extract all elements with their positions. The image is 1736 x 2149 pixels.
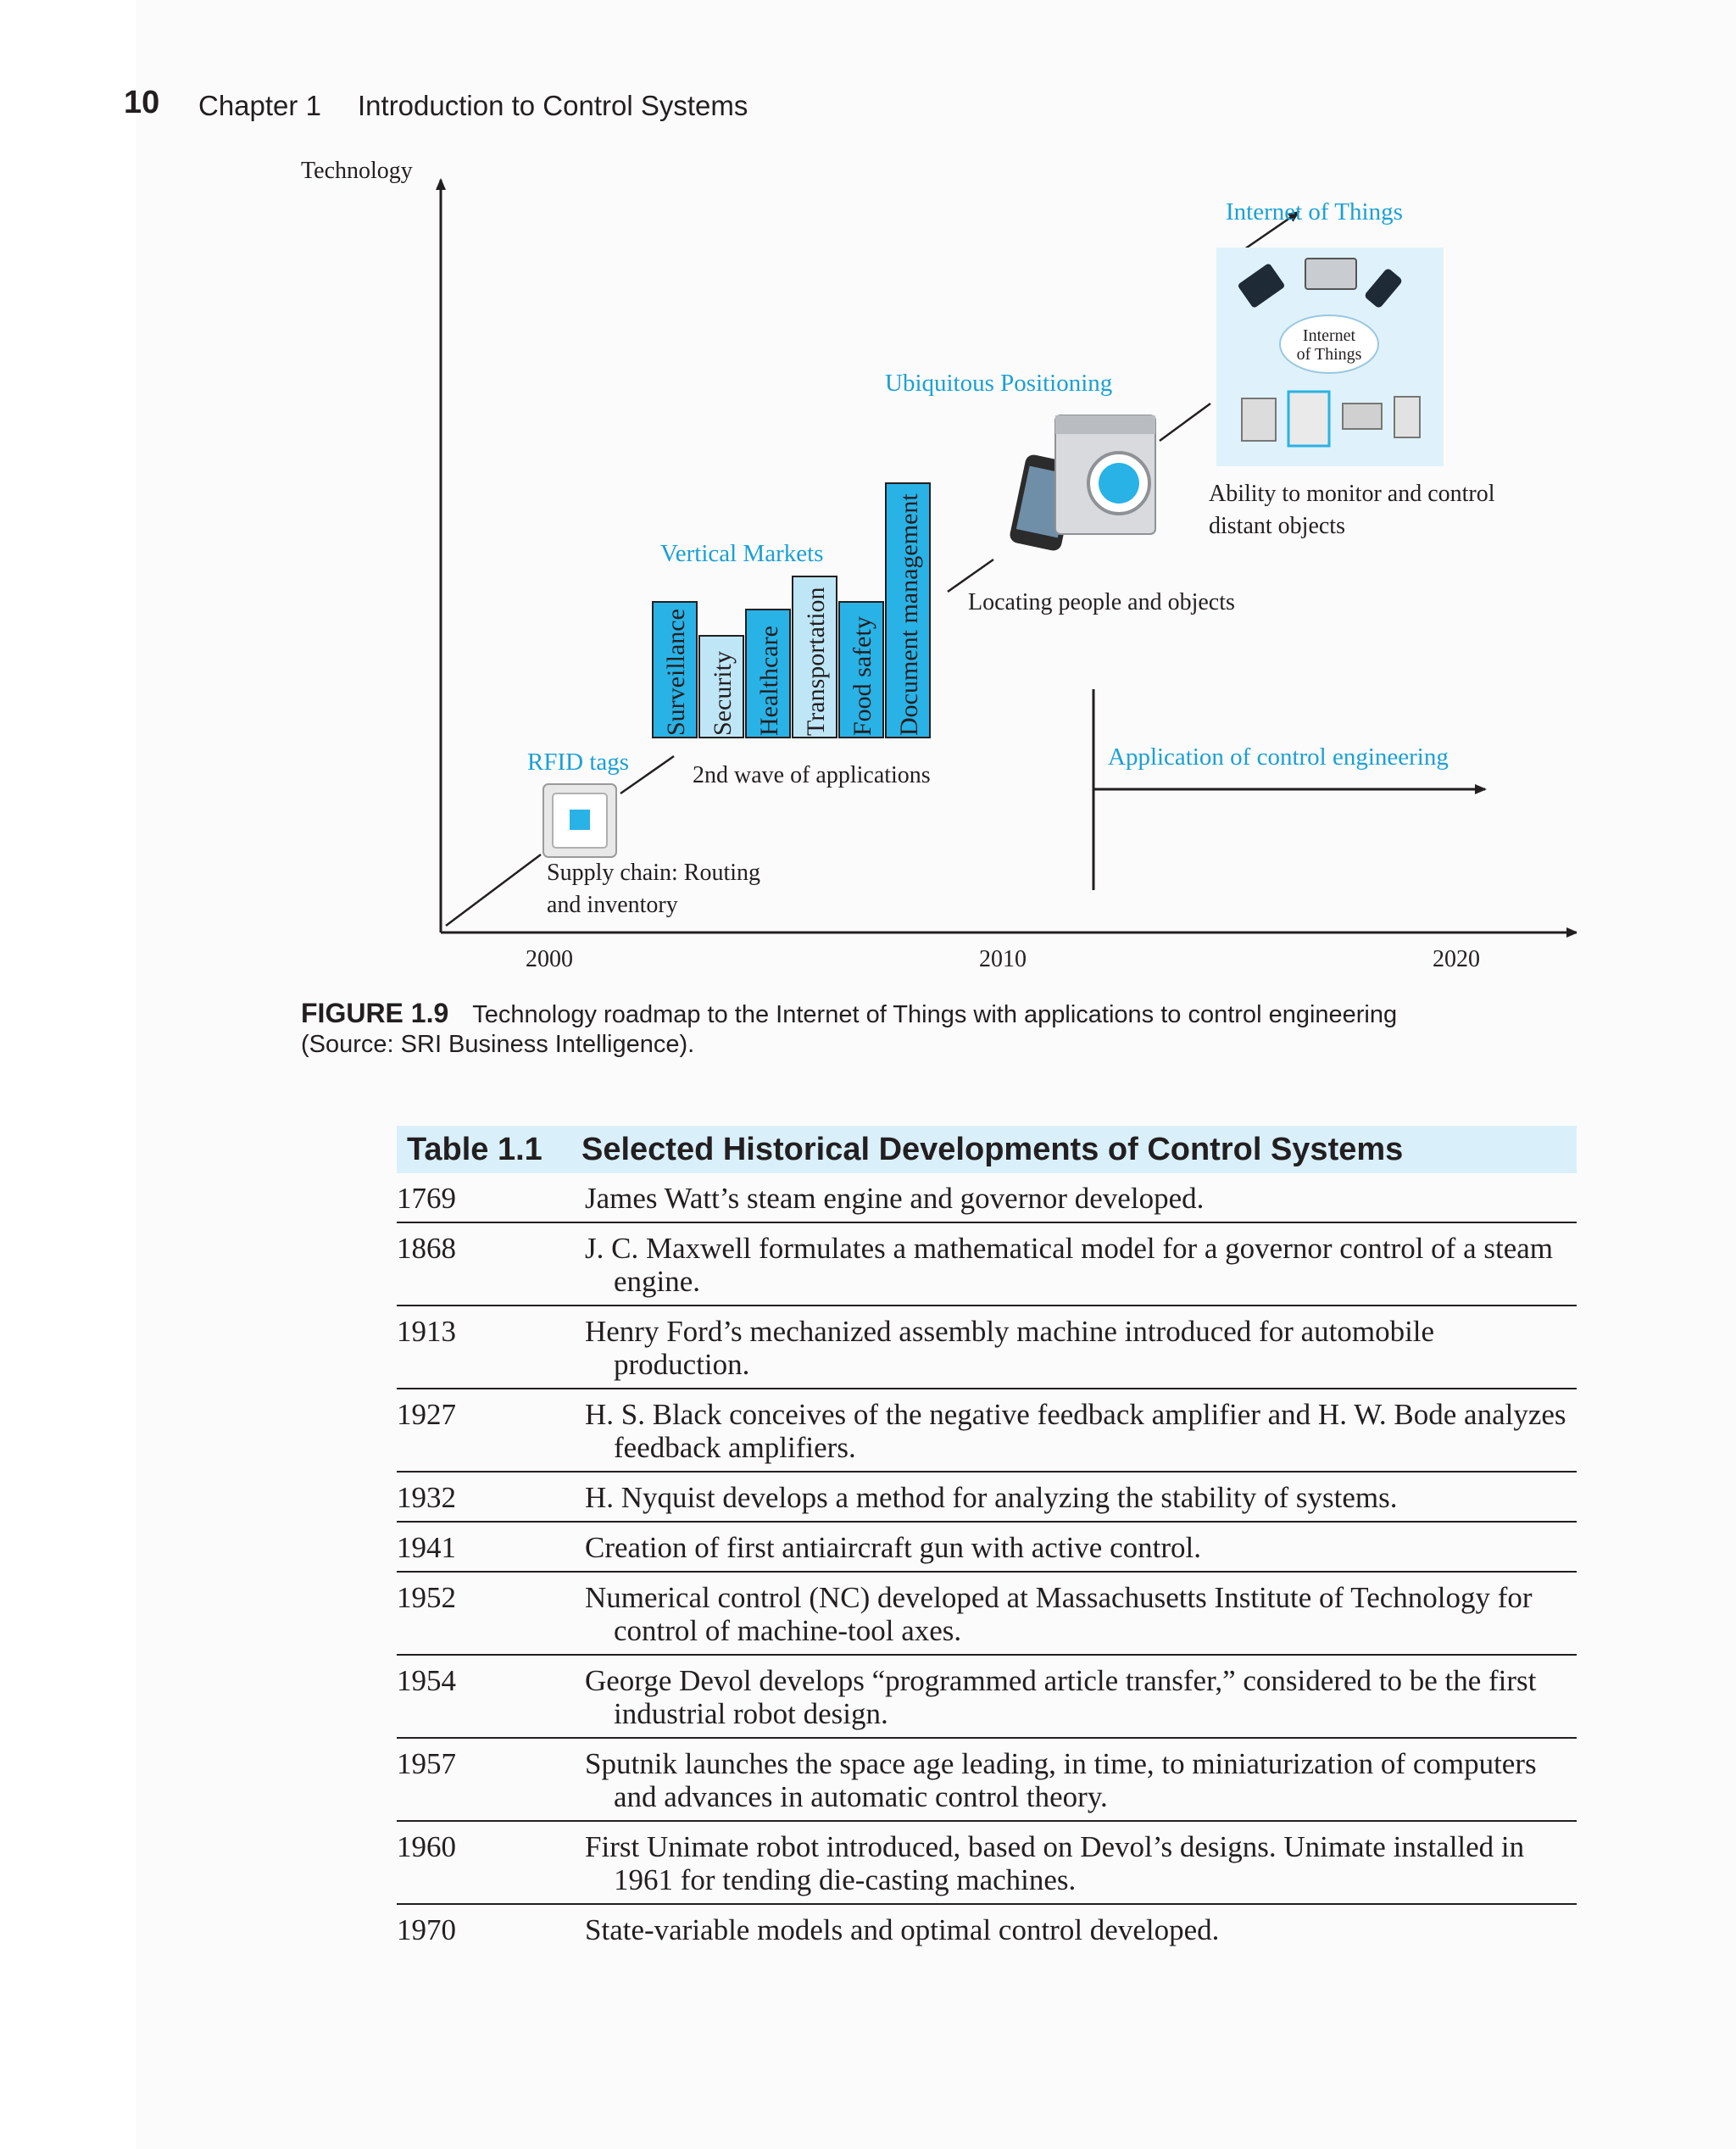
table-description: H. Nyquist develops a method for analyzing the stability of systems. bbox=[585, 1481, 1398, 1514]
chapter-label: Chapter 1 bbox=[198, 90, 321, 121]
figure-caption bbox=[301, 999, 1572, 1060]
appliance-icon bbox=[1242, 398, 1276, 441]
table-row bbox=[397, 1905, 1577, 1953]
page-number: 10 bbox=[124, 85, 160, 120]
table-description: George Devol develops “programmed article transfer,” considered to be the first industrial robot design. bbox=[585, 1664, 1537, 1730]
table-description: Creation of first antiaircraft gun with active control. bbox=[585, 1531, 1201, 1564]
bar-label-healthcare: Healthcare bbox=[755, 626, 783, 736]
vertical-markets-label: Vertical Markets bbox=[660, 540, 824, 567]
technology-roadmap-figure bbox=[254, 144, 1577, 975]
supply-chain-line-1: Supply chain: Routing bbox=[547, 860, 760, 886]
table-year: 1970 bbox=[397, 1913, 456, 1946]
table-row bbox=[397, 1389, 1577, 1473]
table-description: State-variable models and optimal control developed. bbox=[585, 1913, 1220, 1946]
connector-line bbox=[1160, 404, 1210, 441]
table-year: 1868 bbox=[397, 1232, 456, 1265]
x-tick-2010: 2010 bbox=[979, 946, 1027, 972]
table-row bbox=[397, 1306, 1577, 1389]
bar-label-document-management: Document management bbox=[895, 493, 923, 736]
table-row bbox=[397, 1656, 1577, 1739]
rfid-tag-icon bbox=[543, 784, 616, 857]
table-row bbox=[397, 1822, 1577, 1905]
monitor-line-2: distant objects bbox=[1209, 513, 1345, 539]
table-description: First Unimate robot introduced, based on Devol’s designs. Unimate installed in 1961 for tending die-casting machines. bbox=[585, 1830, 1525, 1896]
y-axis-label: Technology bbox=[301, 158, 413, 184]
iot-devices-illustration bbox=[1216, 248, 1444, 466]
washing-machine-icon bbox=[1055, 415, 1155, 534]
table-year: 1913 bbox=[397, 1315, 456, 1348]
table-description: Numerical control (NC) developed at Massachusetts Institute of Technology for control of machine-tool axes. bbox=[585, 1581, 1533, 1647]
second-wave-label: 2nd wave of applications bbox=[693, 762, 931, 788]
iot-cloud-line-2: of Things bbox=[1296, 345, 1362, 364]
figure-label: FIGURE 1.9 bbox=[301, 998, 449, 1028]
table-row bbox=[397, 1739, 1577, 1822]
table-year: 1941 bbox=[397, 1531, 456, 1564]
table-year: 1957 bbox=[397, 1747, 456, 1780]
table-year: 1769 bbox=[397, 1182, 456, 1215]
table-description: James Watt’s steam engine and governor developed. bbox=[585, 1182, 1205, 1215]
microwave-icon bbox=[1343, 404, 1382, 429]
table-description: Sputnik launches the space age leading, in time, to miniaturization of computers and advances in automatic control theory. bbox=[585, 1747, 1537, 1813]
table-header bbox=[397, 1126, 1577, 1173]
table-description: H. S. Black conceives of the negative feedback amplifier and H. W. Bode analyzes feedback amplifiers. bbox=[585, 1398, 1566, 1464]
chapter-title: Introduction to Control Systems bbox=[358, 90, 748, 121]
laptop-icon bbox=[1305, 259, 1356, 289]
supply-chain-line-2: and inventory bbox=[547, 892, 678, 918]
table-description: Henry Ford’s mechanized assembly machine introduced for automobile production. bbox=[585, 1315, 1435, 1381]
locating-label: Locating people and objects bbox=[968, 589, 1235, 615]
table-year: 1952 bbox=[397, 1581, 456, 1614]
ubiquitous-positioning-label: Ubiquitous Positioning bbox=[885, 370, 1113, 397]
caption-text-2: (Source: SRI Business Intelligence). bbox=[301, 1031, 695, 1058]
table-title: Selected Historical Developments of Control Systems bbox=[581, 1131, 1404, 1167]
table-year: 1954 bbox=[397, 1664, 456, 1697]
table-row bbox=[397, 1473, 1577, 1523]
bar-label-security: Security bbox=[709, 651, 737, 736]
caption-text-1: Technology roadmap to the Internet of Things with applications to control engineering bbox=[472, 1001, 1398, 1028]
table-year: 1927 bbox=[397, 1398, 456, 1431]
refrigerator-icon bbox=[1288, 392, 1329, 446]
table-row bbox=[397, 1523, 1577, 1573]
connector-line bbox=[948, 560, 993, 592]
vertical-market-bars bbox=[653, 483, 930, 738]
rfid-tags-label: RFID tags bbox=[527, 749, 630, 776]
table-row bbox=[397, 1223, 1577, 1306]
bar-label-food-safety: Food safety bbox=[849, 616, 876, 736]
heater-icon bbox=[1394, 397, 1420, 437]
table-row bbox=[397, 1173, 1577, 1223]
table-description: J. C. Maxwell formulates a mathematical model for a governor control of a steam engine. bbox=[585, 1232, 1553, 1298]
table-body bbox=[397, 1173, 1577, 1953]
connector-line bbox=[446, 855, 541, 926]
history-table bbox=[397, 1126, 1577, 1953]
bar-label-transportation: Transportation bbox=[802, 587, 830, 736]
table-year: 1960 bbox=[397, 1830, 456, 1863]
monitor-line-1: Ability to monitor and control bbox=[1209, 481, 1495, 507]
table-label: Table 1.1 bbox=[407, 1131, 542, 1167]
x-tick-2000: 2000 bbox=[526, 946, 573, 972]
x-tick-2020: 2020 bbox=[1433, 946, 1480, 972]
iot-cloud-line-1: Internet bbox=[1302, 326, 1356, 345]
table-row bbox=[397, 1573, 1577, 1656]
internet-of-things-label: Internet of Things bbox=[1226, 198, 1403, 225]
bar-label-surveillance: Surveillance bbox=[662, 609, 690, 736]
table-year: 1932 bbox=[397, 1481, 456, 1514]
application-label: Application of control engineering bbox=[1108, 743, 1449, 771]
